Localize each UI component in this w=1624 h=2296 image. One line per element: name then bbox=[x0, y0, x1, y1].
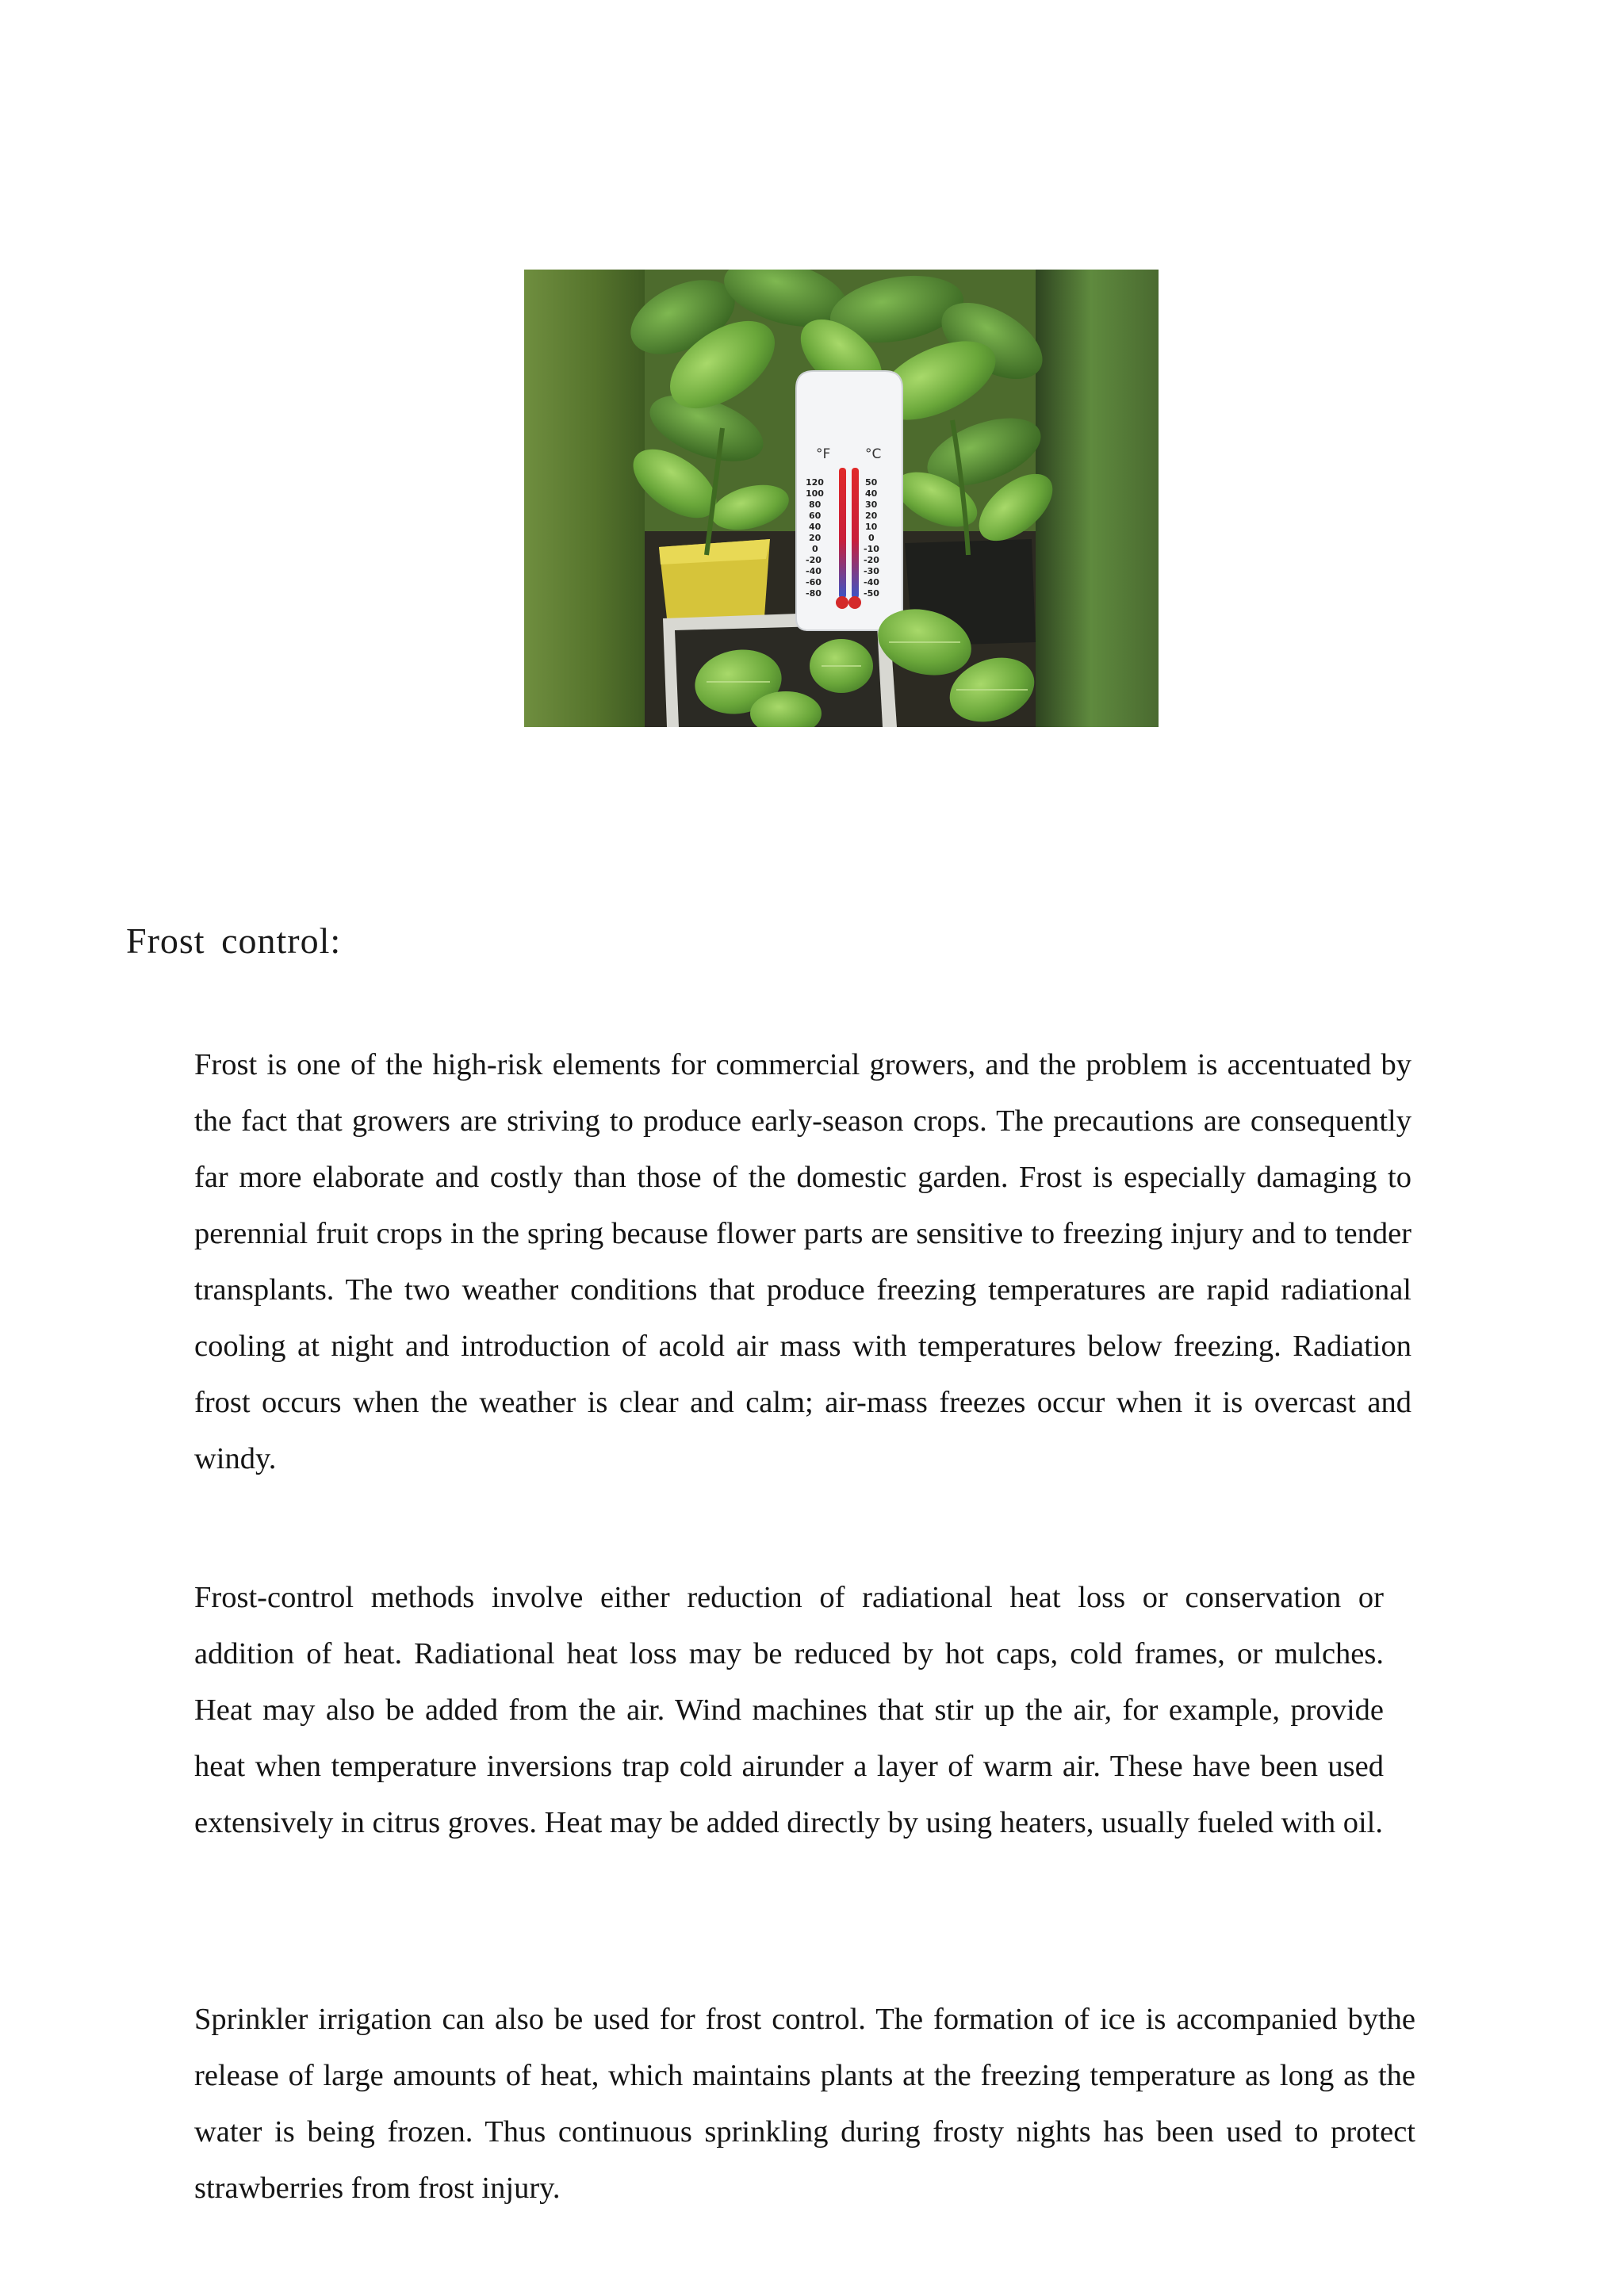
svg-text:-20: -20 bbox=[806, 555, 822, 565]
paragraph-frost-risk: Frost is one of the high-risk elements for commercial growers, and the problem is accentuated by the fact that growers are striving to produce early-season crops. The precautions are consequently far more elaborate and costly than those of the domestic garden. Frost is especially damaging to perennial fruit crops in the spring because flower parts are sensitive to freezing injury and to tender transplants. The two weather conditions that produce freezing temperatures are rapid radiational cooling at night and introduction of acold air mass with temperatures below freezing. Radiation frost occurs when the weather is clear and calm; air-mass freezes occur when it is overcast and windy. bbox=[194, 1048, 1411, 1475]
svg-text:-50: -50 bbox=[864, 588, 879, 599]
svg-text:80: 80 bbox=[809, 499, 822, 510]
svg-text:30: 30 bbox=[865, 499, 878, 510]
svg-text:0: 0 bbox=[812, 544, 818, 554]
svg-text:-30: -30 bbox=[864, 566, 879, 576]
thermometer-icon bbox=[796, 371, 902, 630]
svg-text:-80: -80 bbox=[806, 588, 822, 599]
svg-text:120: 120 bbox=[806, 477, 824, 488]
paragraph-frost-control-methods: Frost-control methods involve either reduction of radiational heat loss or conservation or addition of heat. Radiational heat loss may be reduced by hot caps, cold frames, or mulches. Heat may also be added from the air. Wind machines that stir up the air, for example, provide heat when temperature inversions trap cold airunder a layer of warm air. These have been used extensively in citrus groves. Heat may be added directly by using heaters, usually fueled with oil. bbox=[194, 1581, 1384, 1839]
svg-text:20: 20 bbox=[809, 533, 822, 543]
svg-text:-10: -10 bbox=[864, 544, 879, 554]
svg-text:40: 40 bbox=[865, 488, 878, 499]
svg-text:20: 20 bbox=[865, 511, 878, 521]
seedlings-thermometer-photo bbox=[524, 270, 1159, 727]
svg-text:-20: -20 bbox=[864, 555, 879, 565]
svg-text:60: 60 bbox=[809, 511, 822, 521]
paragraph-sprinkler-irrigation: Sprinkler irrigation can also be used for frost control. The formation of ice is accompanied bythe release of large amounts of heat, which maintains plants at the freezing temperature as long as the water is being frozen. Thus continuous sprinkling during frosty nights has been used to protect strawberries from frost injury. bbox=[194, 2003, 1415, 2205]
svg-text:°C: °C bbox=[865, 446, 882, 462]
svg-text:50: 50 bbox=[865, 477, 878, 488]
svg-text:-40: -40 bbox=[806, 566, 822, 576]
section-title: Frost control: bbox=[126, 920, 342, 961]
svg-text:°F: °F bbox=[816, 446, 831, 462]
svg-text:10: 10 bbox=[865, 522, 878, 532]
svg-text:100: 100 bbox=[806, 488, 824, 499]
photo-illustration bbox=[524, 270, 1159, 727]
svg-text:-60: -60 bbox=[806, 577, 822, 587]
svg-text:0: 0 bbox=[868, 533, 875, 543]
svg-text:-40: -40 bbox=[864, 577, 879, 587]
svg-text:40: 40 bbox=[809, 522, 822, 532]
